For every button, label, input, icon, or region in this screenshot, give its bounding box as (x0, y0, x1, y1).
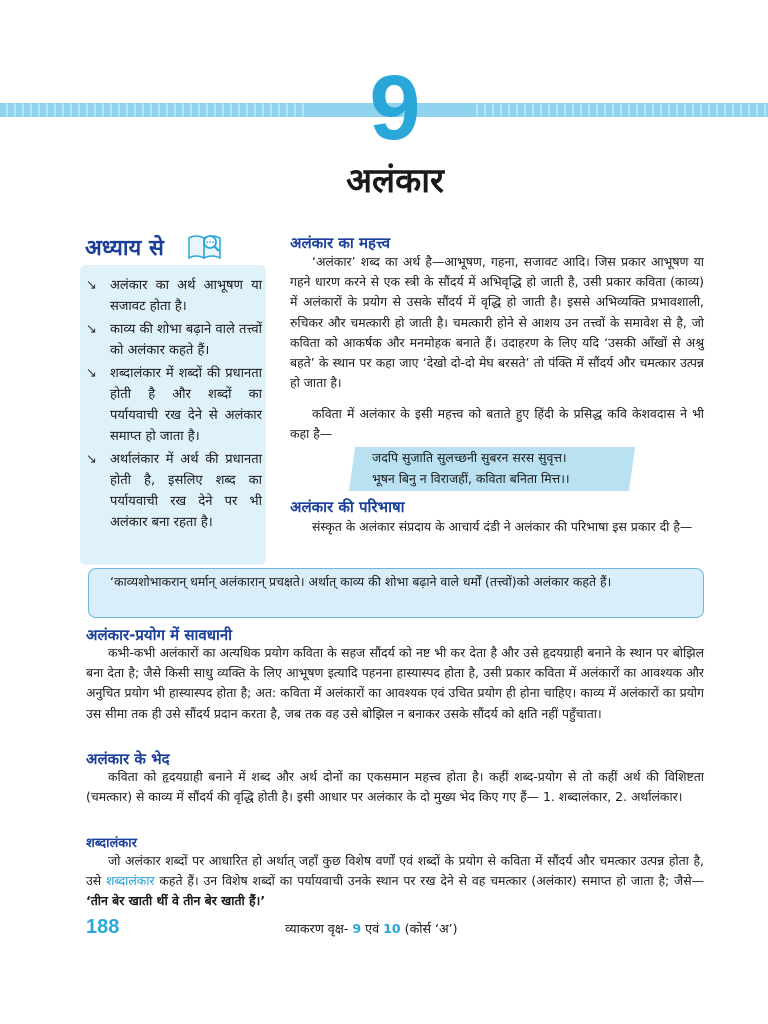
page-number: 188 (86, 916, 120, 938)
types-heading: अलंकार के भेद (86, 750, 170, 768)
definition-heading: अलंकार की परिभाषा (290, 498, 405, 516)
chapter-number: 9 (369, 57, 419, 159)
shabdalankar-example: ‘तीन बेर खाती थीं वे तीन बेर खाती हैं।’ (86, 893, 266, 909)
definition-para: संस्कृत के अलंकार संप्रदाय के आचार्य दंडी ने अलंकार की परिभाषा इस प्रकार दी है— (312, 519, 693, 534)
types-para: कविता को हृदयग्राही बनाने में शब्द और अर्थ दोनों का एकसमान महत्त्व होता है। कहीं शब्द-प्रयोग से तो कहीं अर्थ की विशिष्टता (चमत्कार) से काव्य में सौंदर्य की वृद्धि होती है। इसी आधार पर अलंकार के दो मुख्य भेद किए गए हैं— 1. शब्दालंकार, 2. अर्थालंकार। (86, 769, 704, 805)
footer-mid: एवं (361, 921, 384, 936)
shabdalankar-para (86, 851, 704, 912)
doha-line-2: भूषन बिनु न विराजहीं, कविता बनिता मित्त।। (372, 471, 570, 486)
sidebar-item: ↘ अर्थालंकार में अर्थ की प्रधानता होती है, इसलिए शब्द का पर्यायवाची रख देने पर भी अलंकार बना रहता है। (84, 449, 262, 533)
sidebar-heading: अध्याय से (85, 236, 164, 261)
importance-para-2: कविता में अलंकार के इसी महत्त्व को बताते हुए हिंदी के प्रसिद्ध कवि केशवदास ने भी कहा है— (290, 406, 704, 442)
header-band-left (0, 103, 305, 117)
footer-suffix: (कोर्स ‘अ’) (400, 921, 458, 936)
importance-heading: अलंकार का महत्त्व (290, 234, 391, 252)
sidebar-item: ↘ अलंकार का अर्थ आभूषण या सजावट होता है। (84, 275, 262, 317)
caution-heading: अलंकार-प्रयोग में सावधानी (86, 626, 233, 644)
sidebar-item: ↘ काव्य की शोभा बढ़ाने वाले तत्त्वों को अलंकार कहते हैं। (84, 319, 262, 361)
chapter-title: अलंकार (346, 161, 444, 201)
footer-num-2: 10 (383, 921, 401, 936)
shabdalankar-text-mid: कहते हैं। उन विशेष शब्दों का पर्यायवाची उनके स्थान पर रख देने से वह चमत्कार (अलंकार) समाप्त हो जाता है; जैसे— (154, 873, 704, 889)
caution-para: कभी-कभी अलंकारों का अत्यधिक प्रयोग कविता के सहज सौंदर्य को नष्ट भी कर देता है और उसे हृदयग्राही बनाने के स्थान पर बोझिल बना देता है; जैसे किसी साधु व्यक्ति के लिए आभूषण इत्यादि पहनना हास्यास्पद होता है, उसी प्रकार कविता में अलंकारों का आवश्यक और अनुचित प्रयोग भी हास्यास्पद होता है; अत: कविता में अलंकारों का आवश्यक एवं उचित प्रयोग ही होना चाहिए। काव्य में अलंकारों का प्रयोग उस सीमा तक ही उसे सौंदर्य प्रदान करता है, जब तक वह उसे बोझिल न बनाकर उसके सौंदर्य को क्षति नहीं पहुँचाता। (86, 645, 704, 721)
doha-line-1: जदपि सुजाति सुलच्छनी सुबरन सरस सुवृत्त। (372, 450, 567, 465)
doha-quote (372, 447, 632, 489)
shabdalankar-text-start: जो अलंकार शब्दों पर आधारित हो अर्थात् जहाँ कुछ विशेष वर्णों एवं शब्दों के प्रयोग से कविता में सौंदर्य और चमत्कार उत्पन्न होता है, उसे (86, 853, 704, 889)
definition-box-text: ‘काव्यशोभाकरान् धर्मान् अलंकारान् प्रचक्षते। अर्थात् काव्य की शोभा बढ़ाने वाले धर्मों (तत्त्वों)को अलंकार कहते हैं। (110, 574, 612, 589)
header-band-right (470, 103, 768, 117)
importance-para-1: ‘अलंकार’ शब्द का अर्थ है—आभूषण, गहना, सजावट आदि। जिस प्रकार आभूषण या गहने धारण करने से एक स्त्री के सौंदर्य में अभिवृद्धि हो जाती है, उसी प्रकार कविता (काव्य) में अलंकारों के प्रयोग से उसके सौंदर्य में वृद्धि हो जाती है। इससे अभिव्यक्ति प्रभावशाली, रुचिकर और चमत्कारी हो जाती है। चमत्कारी होने से आशय उन तत्त्वों के समावेश से है, जो कविता को आकर्षक और मनमोहक बनाते हैं। उदाहरण के लिए यदि ‘उसकी आँखों से अश्रु बहते’ के स्थान पर कहा जाए ‘देखो दो-दो मेघ बरसते’ तो पंक्ति में सौंदर्य और चमत्कार उत्पन्न हो जाता है। (290, 254, 704, 391)
footer-book-title (285, 920, 458, 937)
sidebar-list (84, 275, 262, 535)
book-magnifier-icon (186, 228, 224, 262)
footer-num-1: 9 (352, 921, 362, 936)
sidebar-item: ↘ शब्दालंकार में शब्दों की प्रधानता होती है और शब्दों का पर्यायवाची रख देने से अलंकार समाप्त हो जाता है। (84, 363, 262, 447)
footer-prefix: व्याकरण वृक्ष- (285, 921, 353, 936)
shabdalankar-highlight: शब्दालंकार (106, 873, 155, 889)
shabdalankar-heading: शब्दालंकार (86, 836, 137, 851)
